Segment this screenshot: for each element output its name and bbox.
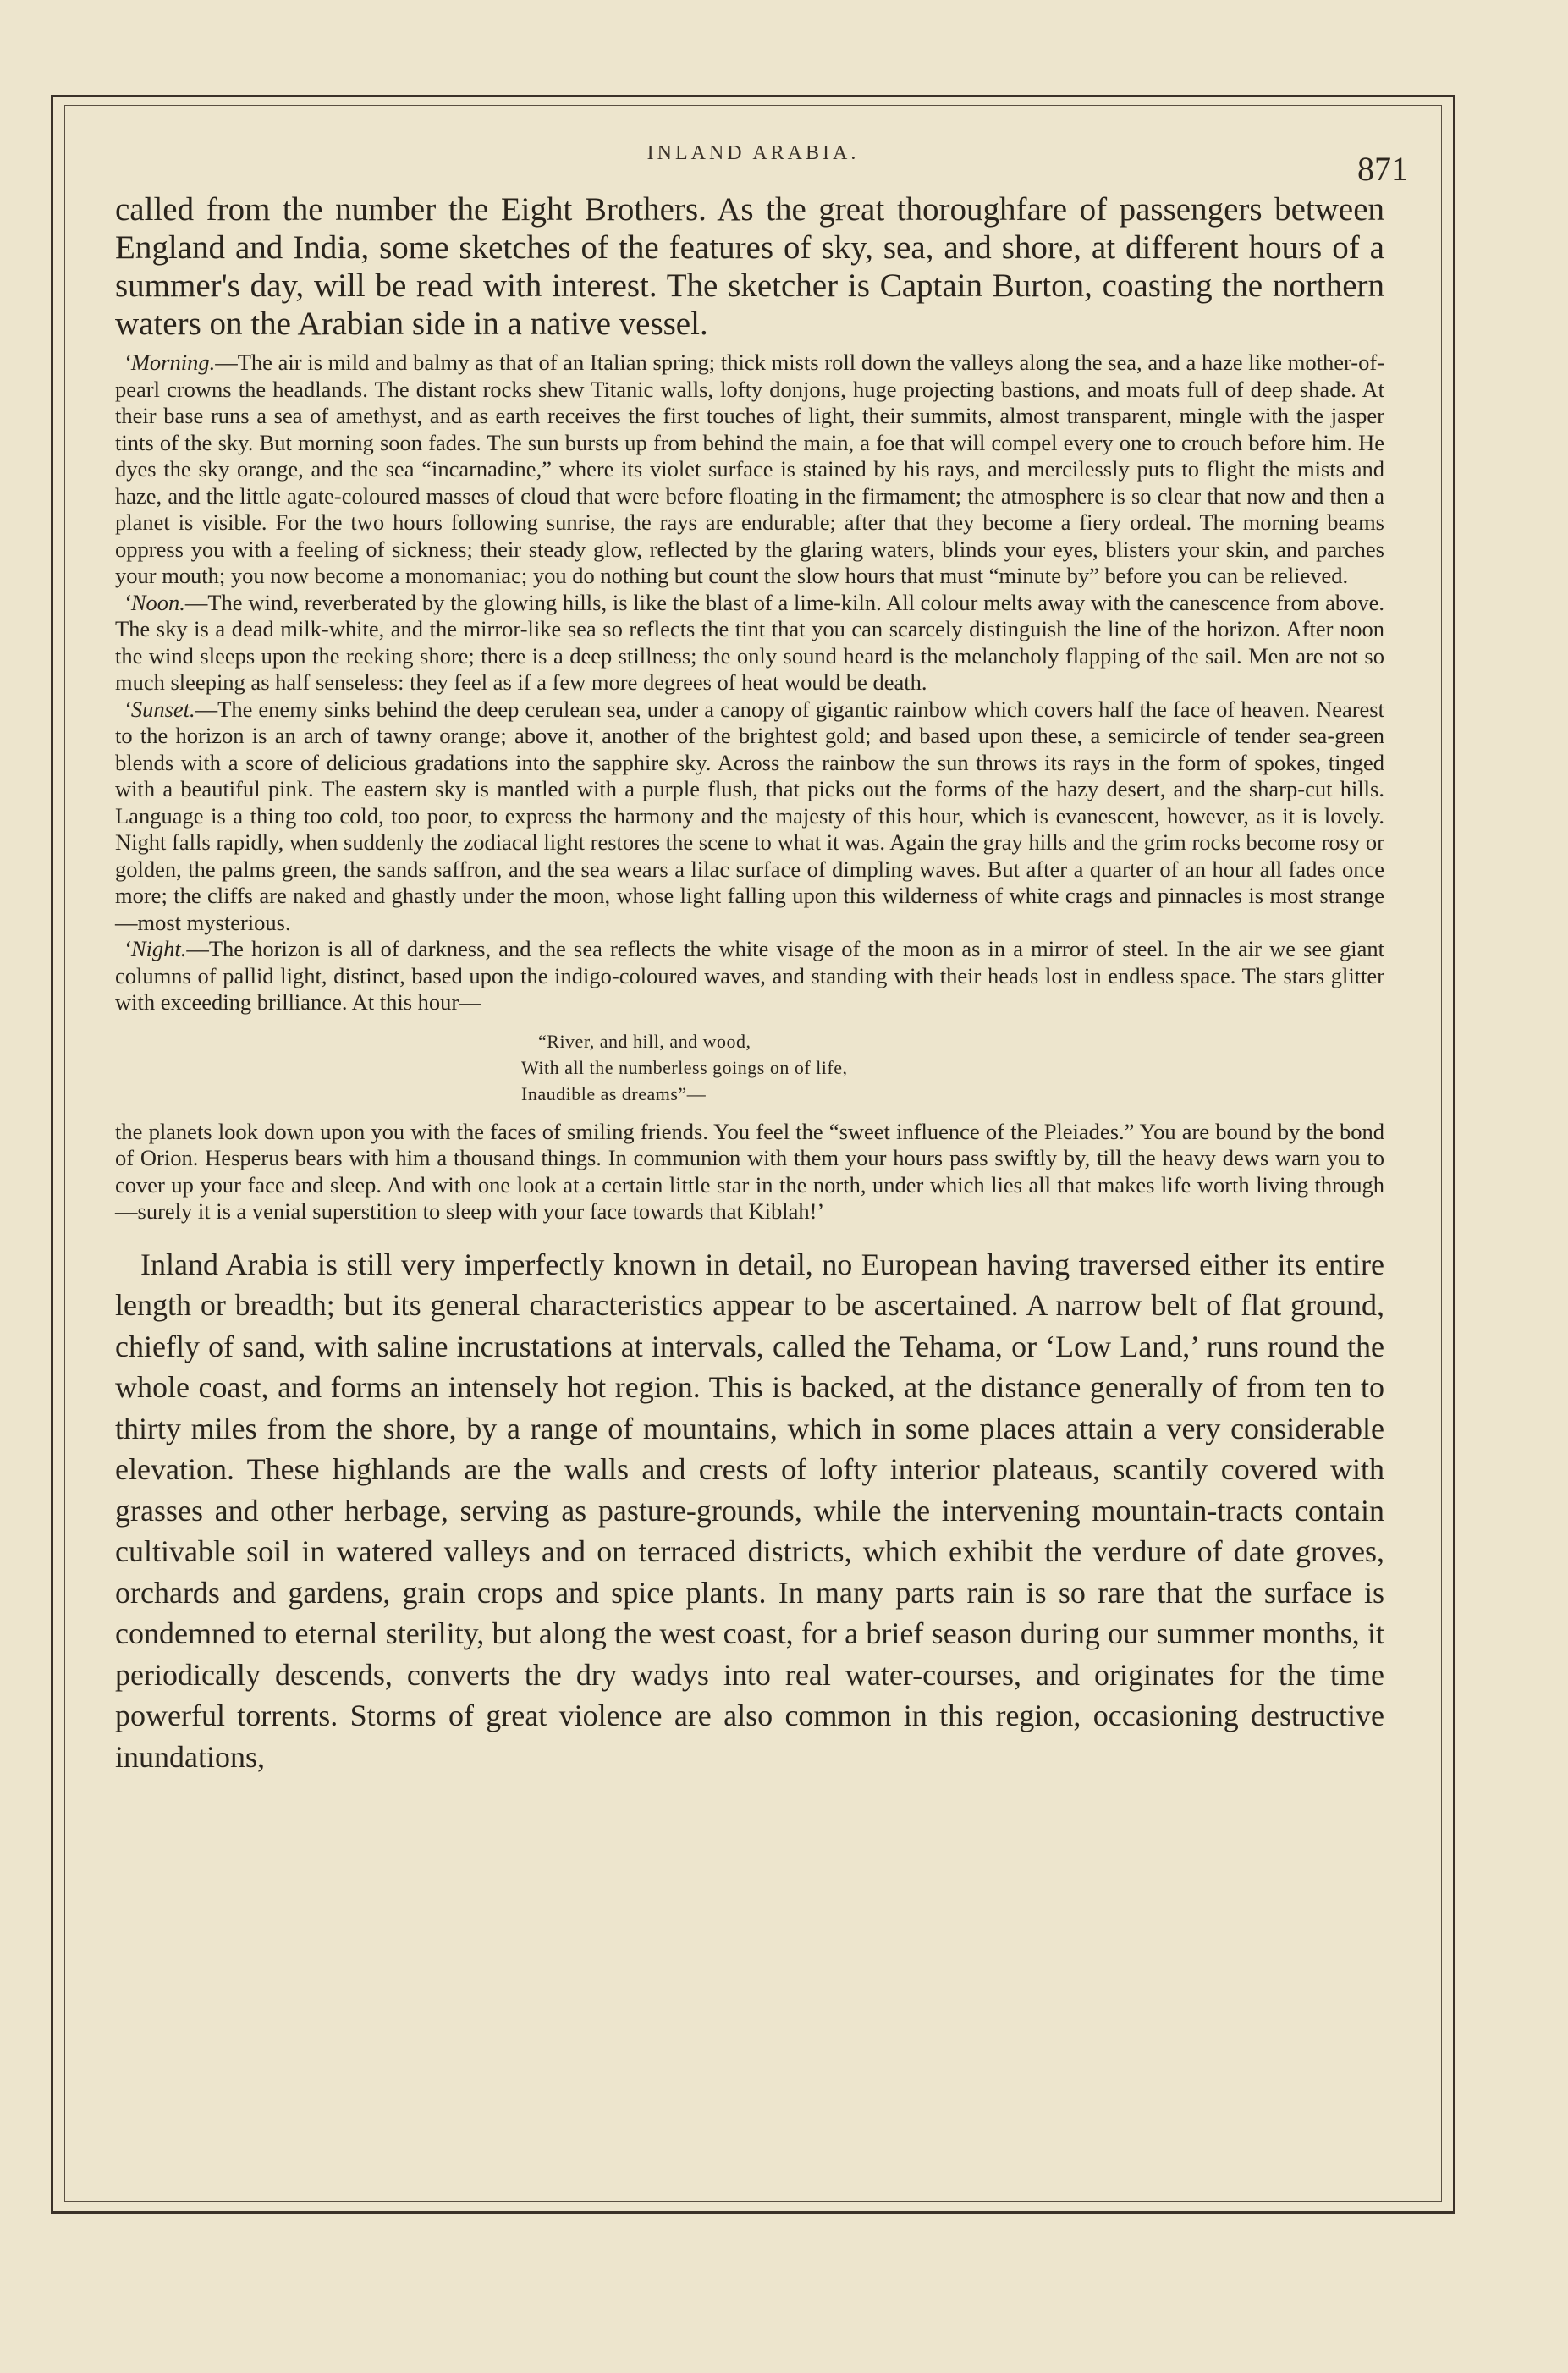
quote-sunset	[115, 696, 1384, 937]
page-content	[115, 190, 1384, 1777]
morning-tag: ‘Morning.	[124, 350, 216, 375]
verse-line: Inaudible as dreams”—	[521, 1082, 707, 1104]
sunset-tag: ‘Sunset.	[124, 696, 195, 722]
quote-noon	[115, 590, 1384, 696]
verse-quotation	[115, 1028, 1384, 1107]
noon-text: —The wind, reverberated by the glowing hills, is like the blast of a lime-kiln. All colour melts away with the canescence from above. The sky is a dead milk-white, and the mirror-like sea so reflects the tint that you can scarcely distinguish the line of the horizon. After noon the wind sleeps upon the reeking shore; there is a deep stillness; the only sound heard is the melancholy flapping of the sail. Men are not so much sleeping as half senseless: they feel as if a few more degrees of heat would be death.	[115, 589, 1384, 695]
quote-night	[115, 936, 1384, 1016]
body-paragraph: Inland Arabia is still very imperfectly known in detail, no European having traversed either its entire length or breadth; but its general characteristics appear to be ascertained. A narrow belt of flat ground, chiefly of sand, with saline incrustations at intervals, called the Tehama, or ‘Low Land,’ runs round the whole coast, and forms an intensely hot region. This is backed, at the distance generally of from ten to thirty miles from the shore, by a range of mountains, which in some places attain a very considerable elevation. These highlands are the walls and crests of lofty interior plateaus, scantily covered with grasses and other herbage, serving as pasture-grounds, while the intervening mountain-tracts contain cultivable soil in watered valleys and on terraced districts, which exhibit the verdure of date groves, orchards and gardens, grain crops and spice plants. In many parts rain is so rare that the surface is condemned to eternal sterility, but along the west coast, for a brief season during our summer months, it periodically descends, converts the dry wadys into real water-courses, and originates for the time powerful torrents. Storms of great violence are also common in this region, occasioning destructive inundations,	[115, 1247, 1384, 1774]
quote-after-verse: the planets look down upon you with the faces of smiling friends. You feel the “sweet influence of the Pleiades.” You are bound by the bond of Orion. Hesperus bears with him a thousand things. In communion with them your hours pass swiftly by, till the heavy dews warn you to cover up your face and sleep. And with one look at a certain little star in the north, under which lies all that makes life worth living through—surely it is a venial superstition to sleep with your face towards that Kiblah!’	[115, 1118, 1384, 1224]
page-header	[64, 142, 1442, 193]
sunset-text: —The enemy sinks behind the deep cerulean sea, under a canopy of gigantic rainbow which covers half the face of heaven. Nearest to the horizon is an arch of tawny orange; above it, another of the brightest gold; and based upon these, a semicircle of tender sea-green blends with a score of delicious gradations into the sapphire sky. Across the rainbow the sun throws its rays in the form of spokes, tinged with a beautiful pink. The eastern sky is mantled with a purple flush, that picks out the forms of the hazy desert, and the sharp-cut hills. Language is a thing too cold, too poor, to express the harmony and the majesty of this hour, which is evanescent, however, as it is lovely. Night falls rapidly, when suddenly the zodiacal light restores the scene to what it was. Again the gray hills and the grim rocks become rosy or golden, the palms green, the sands saffron, and the sea wears a lilac surface of dimpling waves. But after a quarter of an hour all fades once more; the cliffs are naked and ghastly under the moon, whose light falling upon this wilderness of white crags and pinnacles is most strange—most mysterious.	[115, 696, 1384, 935]
night-tag: ‘Night.	[124, 936, 187, 961]
verse-line: “River, and hill, and wood,	[538, 1030, 751, 1052]
running-head: INLAND ARABIA.	[646, 142, 860, 164]
page-number: 871	[1357, 150, 1408, 188]
night-text: —The horizon is all of darkness, and the sea reflects the white visage of the moon as in a mirror of steel. In the air we see giant columns of pallid light, distinct, based upon the indigo-coloured waves, and standing with their heads lost in endless space. The stars glitter with exceeding brilliance. At this hour—	[115, 936, 1384, 1015]
noon-tag: ‘Noon.	[124, 589, 185, 615]
quote-morning	[115, 350, 1384, 590]
intro-paragraph: called from the number the Eight Brothers. As the great thoroughfare of passengers between England and India, some sketches of the features of sky, sea, and shore, at different hours of a summer's day, will be read with interest. The sketcher is Captain Burton, coasting the northern waters on the Arabian side in a native vessel.	[115, 191, 1384, 342]
morning-text: —The air is mild and balmy as that of an Italian spring; thick mists roll down the valleys along the sea, and a haze like mother-of-pearl crowns the headlands. The distant rocks shew Titanic walls, lofty donjons, huge projecting bastions, and moats full of deep shade. At their base runs a sea of amethyst, and as earth receives the first touches of light, their summits, almost transparent, mingle with the jasper tints of the sky. But morning soon fades. The sun bursts up from behind the main, a foe that will compel every one to crouch before him. He dyes the sky orange, and the sea “incarnadine,” where its violet surface is stained by his rays, and mercilessly puts to flight the mists and haze, and the little agate-coloured masses of cloud that were before floating in the firmament; the atmosphere is so clear that now and then a planet is visible. For the two hours following sunrise, the rays are endurable; after that they become a fiery ordeal. The morning beams oppress you with a feeling of sickness; their steady glow, reflected by the glaring waters, blinds your eyes, blisters your skin, and parches your mouth; you now become a monomaniac; you do nothing but count the slow hours that must “minute by” before you can be relieved.	[115, 350, 1384, 588]
verse-line: With all the numberless goings on of life,	[521, 1056, 848, 1078]
